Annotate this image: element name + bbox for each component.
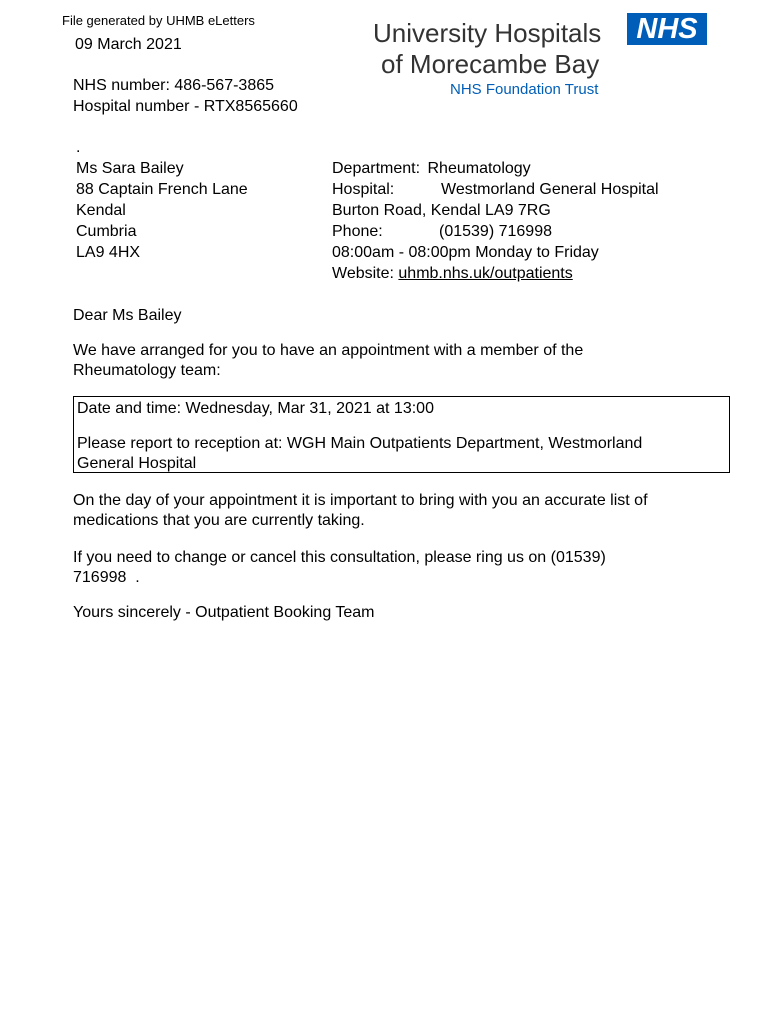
website-label: Website: [332,265,394,282]
phone-line [332,221,659,242]
generator-note: File generated by UHMB eLetters [62,13,255,28]
location-line: Please report to reception at: WGH Main Outpatients Department, Westmorland [77,435,643,452]
phone-value: (01539) 716998 [439,223,552,240]
website-line [332,263,659,284]
intro-paragraph [73,341,583,381]
appointment-datetime: Date and time: Wednesday, Mar 31, 2021 at 13:00 [77,400,434,417]
recipient-town: Kendal [76,202,126,219]
intro-line: Rheumatology team: [73,362,221,379]
appointment-location [77,434,642,474]
department-line [332,158,659,179]
department-label: Department: [332,160,421,177]
website-link[interactable]: uhmb.nhs.uk/outpatients [398,265,573,282]
nhs-number: NHS number: 486-567-3865 [73,77,275,94]
opening-hours: 08:00am - 08:00pm Monday to Friday [332,244,599,261]
recipient-name: Ms Sara Bailey [76,160,184,177]
phone-label: Phone: [332,223,383,240]
salutation: Dear Ms Bailey [73,307,182,324]
nhs-logo-badge: NHS [627,13,707,45]
logo-name-line1: University Hospitals [373,18,602,48]
letter-date: 09 March 2021 [75,36,182,53]
hospital-value: Westmorland General Hospital [441,181,659,198]
department-value: Rheumatology [427,160,531,177]
recipient-county: Cumbria [76,223,137,240]
intro-line: We have arranged for you to have an appointment with a member of the [73,342,584,359]
meds-line: medications that you are currently taking. [73,512,365,529]
address-dot: . [76,139,81,156]
location-line: General Hospital [77,455,197,472]
recipient-address [76,137,248,263]
recipient-street: 88 Captain French Lane [76,181,248,198]
department-details [332,158,659,284]
medications-paragraph [73,491,648,531]
change-line: If you need to change or cancel this consultation, please ring us on (01539) [73,549,606,566]
logo-name-line2: of Morecambe Bay [381,49,600,79]
appointment-box [73,396,730,473]
meds-line: On the day of your appointment it is important to bring with you an accurate list of [73,492,648,509]
hospital-address: Burton Road, Kendal LA9 7RG [332,202,551,219]
logo-trust: NHS Foundation Trust [450,81,599,98]
hospital-line [332,179,659,200]
recipient-postcode: LA9 4HX [76,244,141,261]
hospital-number: Hospital number - RTX8565660 [73,98,298,115]
hospital-label: Hospital: [332,181,395,198]
change-paragraph [73,548,606,588]
change-line: 716998 . [73,569,140,586]
signoff: Yours sincerely - Outpatient Booking Team [73,604,375,621]
